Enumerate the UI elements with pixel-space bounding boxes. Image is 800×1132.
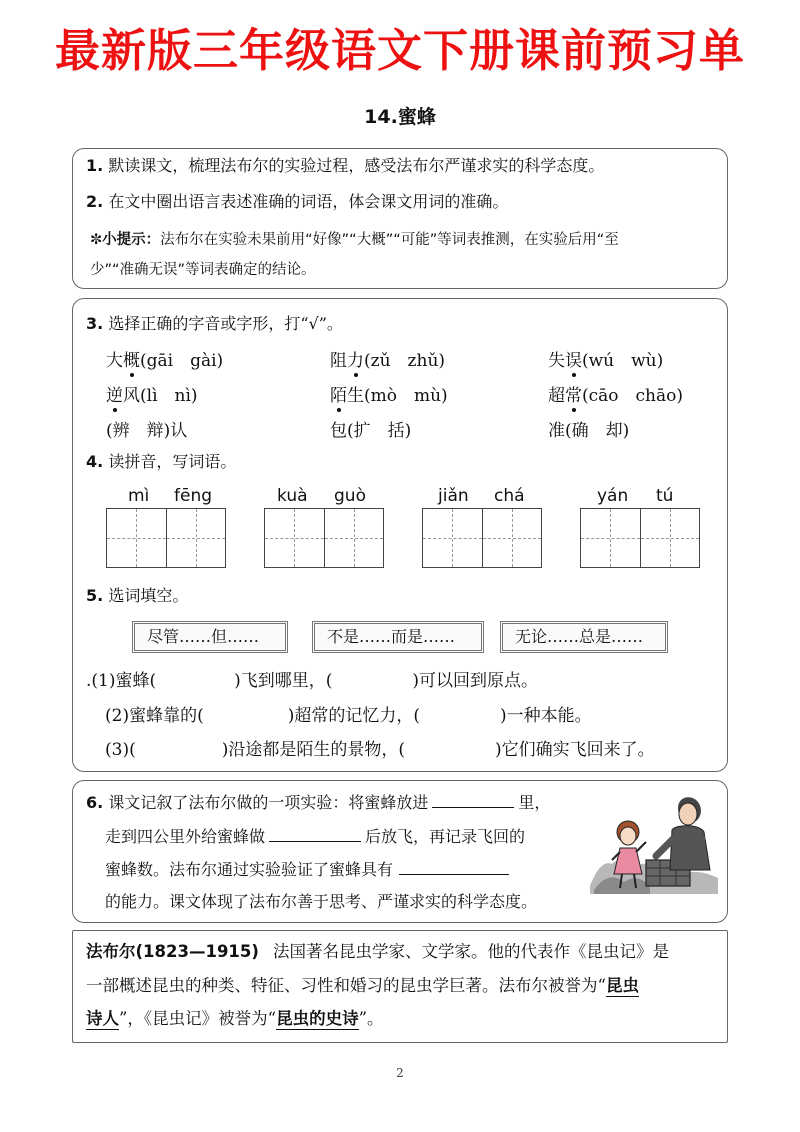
fabre-and-girl-illustration [590, 790, 718, 894]
dotted-char: 陌 [330, 381, 347, 406]
fill-sentence-3: (3)( )沿途都是陌生的景物，( )它们确实飞回来了。 [105, 740, 655, 760]
pronunciation-item[interactable]: 阻力(zǔ zhǔ) [330, 346, 445, 371]
question-6-line-3: 蜜蜂数。法布尔通过实验验证了蜜蜂具有 [105, 861, 509, 878]
question-4-number: 4. [86, 452, 104, 471]
question-2-number: 2. [86, 192, 104, 211]
question-3-text: 选择正确的字音或字形，打“√”。 [108, 314, 343, 333]
question-3-number: 3. [86, 314, 104, 333]
pinyin-label: chá [494, 486, 525, 506]
fill-sentence-2: (2)蜜蜂靠的( )超常的记忆力，( )一种本能。 [105, 706, 592, 726]
question-4-text: 读拼音，写词语。 [108, 452, 237, 471]
grid-cell[interactable] [107, 509, 166, 567]
emphasis-underlined: 诗人 [86, 1009, 119, 1028]
writing-grid[interactable] [422, 508, 542, 568]
pronunciation-item[interactable]: 陌生(mò mù) [330, 381, 448, 406]
word-choice-box: 无论……总是…… [500, 621, 668, 653]
answer-blank[interactable] [432, 794, 514, 808]
pronunciation-item[interactable]: 失误(wú wù) [548, 346, 663, 371]
emphasis-underlined: 昆虫 [605, 976, 639, 995]
pinyin-label: kuà [277, 486, 308, 506]
character-choice-item[interactable]: (辨 辩)认 [106, 421, 188, 441]
grid-cell[interactable] [166, 509, 225, 567]
author-info-line-2: 一部概述昆虫的种类、特征、习性和婚习的昆虫学巨著。法布尔被誉为“昆虫 [86, 976, 639, 995]
emphasis-underlined: 昆虫的史诗 [276, 1009, 359, 1028]
question-4 [86, 454, 236, 470]
tip-line-1 [90, 228, 619, 249]
grid-cell[interactable] [581, 509, 640, 567]
grid-cell[interactable] [324, 509, 383, 567]
question-5-number: 5. [86, 586, 104, 605]
pinyin-label: tú [656, 486, 674, 506]
fill-sentence-1: .(1)蜜蜂( )飞到哪里，( )可以回到原点。 [86, 671, 539, 691]
author-name: 法布尔 [86, 942, 136, 961]
character-choice-item[interactable]: 准(确 却) [548, 421, 630, 441]
dotted-char: 逆 [106, 381, 123, 406]
page-banner: 最新版三年级语文下册课前预习单 [54, 24, 745, 77]
question-6-line-1: 6. 课文记叙了法布尔做的一项实验：将蜜蜂放进 里， [86, 793, 551, 812]
word-choice-box: 不是……而是…… [312, 621, 484, 653]
question-1-text: 默读课文，梳理法布尔的实验过程，感受法布尔严谨求实的科学态度。 [108, 156, 605, 175]
character-choice-item[interactable]: 包(扩 括) [330, 421, 412, 441]
page-number: 2 [396, 1066, 404, 1080]
question-1 [86, 158, 604, 174]
writing-grid[interactable] [264, 508, 384, 568]
question-2 [86, 194, 508, 210]
grid-cell[interactable] [640, 509, 699, 567]
author-dates: (1823—1915) [135, 942, 259, 961]
dotted-char: 力 [347, 346, 364, 371]
pronunciation-item[interactable]: 大概(gāi gài) [106, 346, 223, 371]
pronunciation-item[interactable]: 逆风(lì nì) [106, 381, 198, 406]
dotted-char: 概 [123, 346, 140, 371]
question-3 [86, 316, 343, 332]
author-info-line-3: 诗人”，《昆虫记》被誉为“昆虫的史诗”。 [86, 1009, 384, 1028]
lesson-title: 14.蜜蜂 [364, 106, 436, 128]
tip-text-1: 法布尔在实验未果前用“好像”“大概”“可能”等词表推测，在实验后用“至 [160, 232, 619, 248]
question-5 [86, 588, 188, 604]
pinyin-label: jiǎn [438, 486, 469, 506]
pronunciation-item[interactable]: 超常(cāo chāo) [548, 381, 683, 406]
grid-cell[interactable] [265, 509, 324, 567]
dotted-char: 误 [565, 346, 582, 371]
question-2-text: 在文中圈出语言表述准确的词语，体会课文用词的准确。 [108, 192, 509, 211]
answer-blank[interactable] [399, 861, 509, 875]
tip-label: ✼小提示： [90, 232, 161, 248]
answer-blank[interactable] [269, 828, 361, 842]
grid-cell[interactable] [482, 509, 541, 567]
dotted-char: 常 [565, 381, 582, 406]
writing-grid[interactable] [106, 508, 226, 568]
writing-grid[interactable] [580, 508, 700, 568]
question-6-line-4: 的能力。课文体现了法布尔善于思考、严谨求实的科学态度。 [105, 892, 538, 911]
pinyin-label: mì [128, 486, 150, 506]
question-5-text: 选词填空。 [108, 586, 189, 605]
tip-line-2: 少”“准确无误”等词表确定的结论。 [90, 262, 316, 278]
pinyin-label: yán [597, 486, 629, 506]
question-1-number: 1. [86, 156, 104, 175]
grid-cell[interactable] [423, 509, 482, 567]
question-6-number: 6. [86, 793, 104, 812]
word-choice-box: 尽管……但…… [132, 621, 288, 653]
question-6-line-2: 走到四公里外给蜜蜂做 后放飞，再记录飞回的 [105, 827, 526, 846]
pinyin-label: guò [334, 486, 366, 506]
pinyin-label: fēng [174, 486, 213, 506]
author-info-line-1: 法布尔(1823—1915) 法国著名昆虫学家、文学家。他的代表作《昆虫记》是 [86, 942, 669, 961]
